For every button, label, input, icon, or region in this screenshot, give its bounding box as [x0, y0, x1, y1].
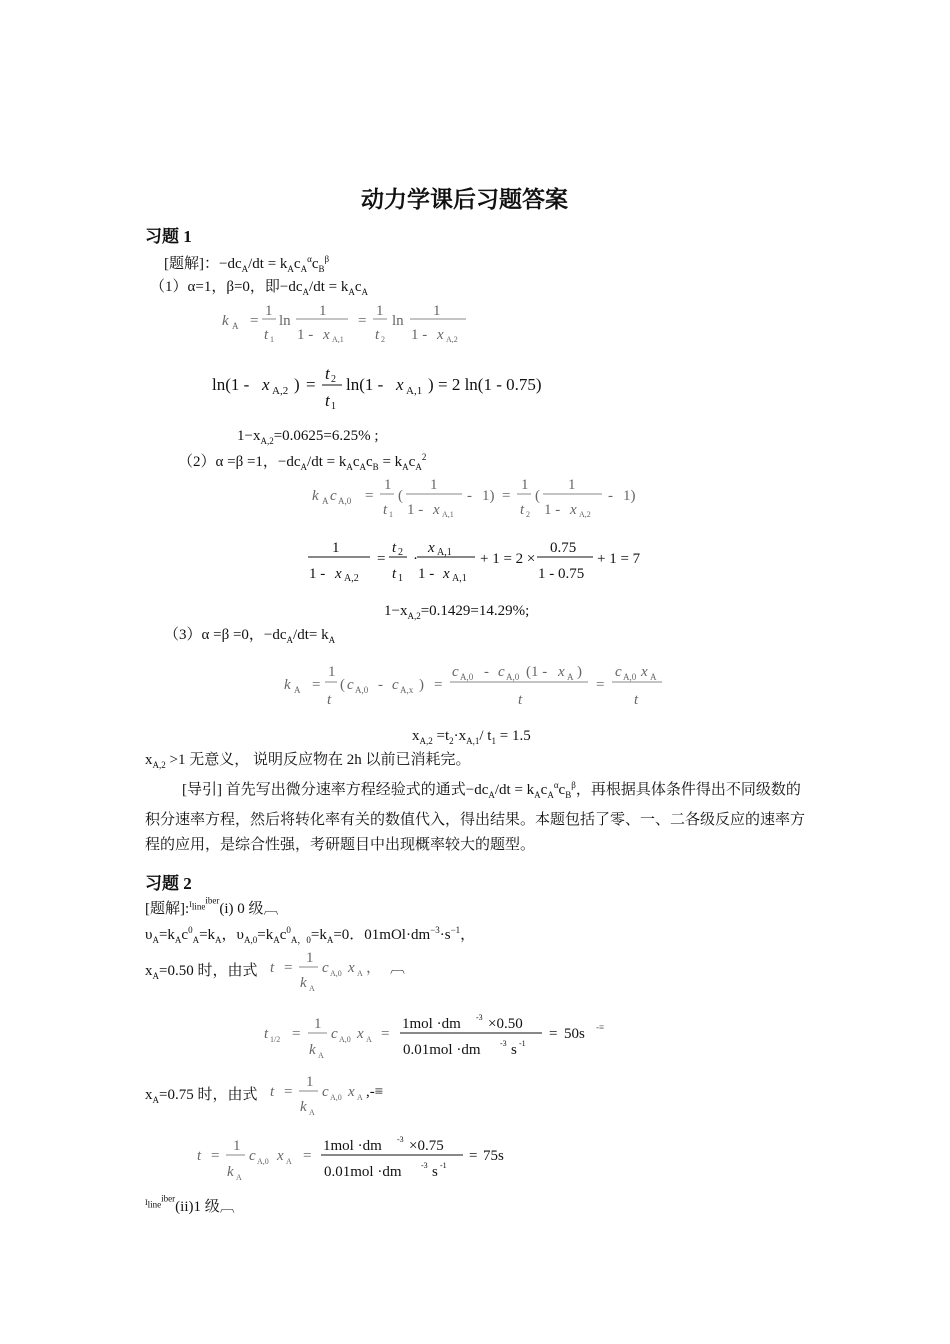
svg-text:k: k: [300, 1099, 307, 1115]
svg-text:1 -: 1 -: [309, 566, 326, 582]
svg-text:): ): [294, 375, 300, 394]
svg-text:A: A: [232, 321, 239, 331]
svg-text:ln(1 -: ln(1 -: [346, 375, 384, 394]
svg-text:A: A: [309, 984, 315, 993]
svg-text:A: A: [318, 1051, 324, 1060]
svg-text:A: A: [294, 685, 301, 695]
svg-text:1 -: 1 -: [418, 566, 435, 582]
svg-text:(1 -: (1 -: [526, 664, 548, 680]
ex2-case-050: [145, 962, 257, 982]
svg-text:x: x: [323, 327, 330, 343]
svg-text:1: 1: [430, 477, 438, 493]
svg-text:A,0: A,0: [460, 672, 474, 682]
svg-text:ln(1 -: ln(1 -: [212, 375, 250, 394]
svg-text:A,x: A,x: [400, 685, 414, 695]
svg-text:): ): [419, 677, 424, 693]
svg-text:t: t: [325, 364, 330, 383]
svg-text:=: =: [292, 1026, 301, 1042]
svg-text:1 -: 1 -: [297, 327, 314, 343]
svg-text:-: -: [608, 488, 613, 504]
svg-text:ln: ln: [392, 313, 404, 329]
svg-text:0.75: 0.75: [550, 540, 577, 556]
svg-text:t: t: [383, 502, 388, 518]
garbled-glyph: Ilineiber: [189, 895, 220, 912]
svg-text:=: =: [306, 375, 316, 394]
ex1-case1-label: （1）α=1，β=0，即$-dc_A/dt = k_Ac_A$: [150, 279, 368, 297]
exercise-2-heading: 习题 2: [145, 874, 192, 893]
svg-text:1: 1: [433, 303, 441, 319]
ex1-guide-paragraph: [导引] 首先写出微分速率方程经验式的通式$-dc_A/dt = k_Ac_A^\alpha c_B^\beta$，再根据具体条件得出不同级数的积分速率方程，然后将转化率有关的数值代入，得出结果。本题包括了零、一、二各级反应的速率方程的应用，是综合性强，考研题目中出现概率较大的题型。: [145, 780, 806, 853]
svg-text:=: =: [434, 677, 443, 693]
svg-text:1 -: 1 -: [544, 502, 561, 518]
svg-text:A,0: A,0: [623, 672, 637, 682]
svg-text:c: c: [249, 1148, 256, 1164]
ex2-case-075: [145, 1086, 257, 1106]
ex2-hint-line: [145, 895, 279, 918]
svg-text:，: ，: [366, 960, 382, 976]
svg-text:(: (: [535, 488, 540, 504]
svg-text:=: =: [284, 960, 293, 976]
svg-text:x: x: [277, 1148, 284, 1164]
svg-text:-3: -3: [500, 1039, 507, 1048]
garbled-glyph: Ilineiber: [145, 1193, 176, 1210]
svg-text:=: =: [549, 1026, 558, 1042]
svg-text:c: c: [322, 1084, 329, 1100]
svg-text:k: k: [309, 1042, 316, 1058]
svg-text:2: 2: [331, 374, 336, 385]
svg-text:=: =: [596, 677, 605, 693]
svg-text:0.01mol ·dm: 0.01mol ·dm: [324, 1164, 402, 1180]
svg-text:·: ·: [413, 551, 418, 567]
svg-text:-≡: -≡: [596, 1022, 605, 1032]
svg-text:A,2: A,2: [272, 385, 289, 397]
svg-text:1: 1: [398, 573, 403, 584]
svg-text:s: s: [432, 1164, 438, 1180]
svg-text:c: c: [322, 960, 329, 976]
svg-text:c: c: [330, 488, 337, 504]
svg-text:x: x: [428, 540, 435, 556]
svg-text:A,0: A,0: [330, 1093, 342, 1102]
svg-text:A: A: [357, 1093, 363, 1102]
svg-text:x: x: [357, 1026, 364, 1042]
svg-text:=: =: [312, 677, 321, 693]
svg-text:1: 1: [332, 540, 340, 556]
svg-text:×0.75: ×0.75: [409, 1138, 444, 1154]
svg-text:1): 1): [623, 488, 636, 504]
svg-text:A,1: A,1: [406, 385, 423, 397]
svg-text:t: t: [264, 327, 269, 343]
ex1-case2-result: $1-x_{A,2}=0.1429=14.29\%$;: [384, 603, 530, 621]
formula-ka-first-order: [220, 298, 480, 350]
svg-text:=: =: [381, 1026, 390, 1042]
ex1-case1-result: $1-x_{A,2}=0.0625=6.25\%$ ;: [237, 428, 379, 446]
svg-text:(: (: [340, 677, 345, 693]
svg-text:=: =: [469, 1148, 478, 1164]
svg-text:c: c: [347, 677, 354, 693]
svg-text:x: x: [348, 960, 355, 976]
svg-text:k: k: [227, 1164, 234, 1180]
svg-text:1: 1: [568, 477, 576, 493]
svg-text:=: =: [365, 488, 374, 504]
formula-t-inline-1: [268, 944, 418, 996]
t-075-value: 75s: [483, 1148, 504, 1164]
formula-t-075: [195, 1130, 535, 1186]
formula-second-order-result: [305, 530, 655, 590]
svg-text:1: 1: [319, 303, 327, 319]
svg-text:A,1: A,1: [437, 547, 452, 558]
svg-text:t: t: [375, 327, 380, 343]
svg-text:x: x: [262, 375, 270, 394]
svg-text:t: t: [327, 692, 332, 708]
svg-text:x: x: [558, 664, 565, 680]
ex1-case2-label: （2）α =β =1，$-dc_A/dt = k_Ac_Ac_B = k_Ac_A^2$: [178, 452, 427, 472]
ex2-part-ii-line: [145, 1193, 235, 1216]
svg-text:1: 1: [314, 1016, 322, 1032]
svg-text:t: t: [392, 540, 397, 556]
svg-text:-: -: [467, 488, 472, 504]
svg-text:A,2: A,2: [579, 510, 591, 519]
svg-text:1): 1): [482, 488, 495, 504]
ex1-hint-prefix: [题解]：: [164, 256, 219, 272]
svg-text:1 -: 1 -: [411, 327, 428, 343]
svg-text:1: 1: [389, 510, 393, 519]
svg-text:k: k: [300, 975, 307, 991]
formula-ln-ratio: [212, 360, 562, 416]
svg-text:2: 2: [381, 335, 385, 344]
svg-text:A: A: [366, 1035, 372, 1044]
svg-text:x: x: [348, 1084, 355, 1100]
svg-text:k: k: [312, 488, 319, 504]
svg-text:1: 1: [265, 303, 273, 319]
svg-text:×0.50: ×0.50: [488, 1016, 523, 1032]
svg-text:A: A: [236, 1173, 242, 1182]
svg-text:1mol ·dm: 1mol ·dm: [323, 1138, 382, 1154]
svg-text:c: c: [392, 677, 399, 693]
ex1-hint-eq: $-dc_A/dt = k_Ac_A^\alpha c_B^\beta$: [219, 254, 330, 274]
svg-text:A,0: A,0: [355, 685, 369, 695]
ex1-case3-label: （3）α =β =0，$-dc_A/dt= k_A$: [164, 627, 336, 645]
svg-text:t: t: [325, 391, 330, 410]
svg-text:1: 1: [233, 1138, 241, 1154]
svg-text:1: 1: [270, 335, 274, 344]
svg-text:x: x: [443, 566, 450, 582]
svg-text:t: t: [264, 1026, 269, 1042]
svg-text:-3: -3: [476, 1013, 483, 1022]
svg-text:=: =: [284, 1084, 293, 1100]
svg-text:c: c: [498, 664, 505, 680]
ex2-hint-label: [题解]:: [145, 901, 190, 917]
svg-text:x: x: [570, 502, 577, 518]
svg-text:A: A: [567, 672, 574, 682]
svg-text:ln: ln: [279, 313, 291, 329]
svg-text:A,0: A,0: [506, 672, 520, 682]
ex1-case3-xa: $x_{A,2} =t_2\cdot x_{A,1}/$ $t_1 = 1.5$: [412, 728, 531, 746]
svg-text:(: (: [398, 488, 403, 504]
svg-text:x: x: [437, 327, 444, 343]
svg-text:-1: -1: [519, 1039, 526, 1048]
svg-text:-1: -1: [440, 1161, 447, 1170]
svg-text:t: t: [520, 502, 525, 518]
svg-text:1mol ·dm: 1mol ·dm: [402, 1016, 461, 1032]
svg-text:-3: -3: [397, 1135, 404, 1144]
svg-text:t: t: [197, 1148, 202, 1164]
svg-text:+ 1 = 7: + 1 = 7: [597, 551, 641, 567]
svg-text:1: 1: [384, 477, 392, 493]
svg-text:,-≡: ,-≡: [366, 1084, 384, 1100]
svg-text:k: k: [222, 313, 229, 329]
svg-text:=: =: [377, 551, 386, 567]
svg-text:1: 1: [376, 303, 384, 319]
svg-text:A: A: [309, 1108, 315, 1117]
svg-text:x: x: [641, 664, 648, 680]
svg-text:1: 1: [521, 477, 529, 493]
page-title: 动力学课后习题答案: [361, 187, 568, 212]
svg-text:x: x: [396, 375, 404, 394]
svg-text:c: c: [331, 1026, 338, 1042]
svg-text:k: k: [284, 677, 291, 693]
svg-text:1: 1: [306, 1074, 314, 1090]
formula-half-life: [262, 1008, 642, 1064]
svg-text:A,0: A,0: [330, 969, 342, 978]
svg-text:t: t: [392, 566, 397, 582]
svg-text:): ): [577, 664, 582, 680]
svg-text:x: x: [335, 566, 342, 582]
svg-text:t: t: [634, 692, 639, 708]
svg-text:c: c: [452, 664, 459, 680]
svg-text:A,0: A,0: [338, 496, 352, 506]
svg-text:1/2: 1/2: [270, 1035, 281, 1044]
svg-text:A,0: A,0: [257, 1157, 269, 1166]
svg-text:A: A: [357, 969, 363, 978]
ex2-case-050-label: $x_A=0.50$ 时，由式: [145, 963, 258, 981]
svg-text:x: x: [433, 502, 440, 518]
svg-text:): ): [428, 375, 434, 394]
half-life-value: 50s: [564, 1026, 585, 1042]
exercise-1-heading: 习题 1: [145, 227, 192, 246]
svg-text:︹: ︹: [390, 960, 406, 976]
svg-text:A,1: A,1: [452, 573, 467, 584]
svg-text:1: 1: [306, 950, 314, 966]
svg-text:A,1: A,1: [442, 510, 454, 519]
svg-text:1 - 0.75: 1 - 0.75: [538, 566, 585, 582]
ex1-case3-note: $x_{A,2} >1$ 无意义， 说明反应物在 2h 以前已消耗完。: [145, 752, 471, 770]
svg-text:0.01mol ·dm: 0.01mol ·dm: [403, 1042, 481, 1058]
svg-text:A,1: A,1: [332, 335, 344, 344]
svg-text:A,2: A,2: [344, 573, 359, 584]
svg-text:+ 1 = 2 ×: + 1 = 2 ×: [480, 551, 536, 567]
ex2-part-ii: (ii)1 级: [175, 1199, 220, 1215]
svg-text:2: 2: [398, 547, 403, 558]
svg-text:=: =: [303, 1148, 312, 1164]
svg-text:c: c: [615, 664, 622, 680]
svg-text:=: =: [358, 313, 367, 329]
svg-text:-3: -3: [421, 1161, 428, 1170]
svg-text:1 -: 1 -: [407, 502, 424, 518]
svg-text:=: =: [502, 488, 511, 504]
svg-text:2: 2: [526, 510, 530, 519]
formula-zero-order: [282, 654, 682, 714]
svg-text:t: t: [270, 960, 275, 976]
svg-text:A: A: [650, 672, 657, 682]
svg-text:1: 1: [328, 664, 336, 680]
ex2-case-075-label: $x_A=0.75$ 时，由式: [145, 1087, 258, 1105]
ex2-rate-line: $\upsilon_A=k_Ac^0_A=k_A$，$\upsilon_{A,0}=k_Ac^0_{A,0}=k_A=0$．$01mOl\cdot dm^{-3}\cdot s^{-1}$，: [145, 925, 476, 945]
bracket-mark: ︹: [263, 901, 279, 917]
ex1-hint: [164, 254, 329, 275]
svg-text:=: =: [250, 313, 259, 329]
bracket-mark: ︹: [219, 1199, 235, 1215]
svg-text:A,0: A,0: [339, 1035, 351, 1044]
svg-text:1: 1: [331, 401, 336, 412]
ex2-part-i: (i) 0 级: [219, 901, 264, 917]
svg-text:t: t: [270, 1084, 275, 1100]
svg-text:=: =: [211, 1148, 220, 1164]
svg-text:= 2 ln(1 - 0.75): = 2 ln(1 - 0.75): [438, 375, 542, 394]
formula-t-inline-2: [268, 1068, 418, 1120]
svg-text:-: -: [484, 664, 489, 680]
svg-text:A: A: [322, 496, 329, 506]
svg-text:s: s: [511, 1042, 517, 1058]
svg-text:A,2: A,2: [446, 335, 458, 344]
formula-second-order: [310, 472, 650, 526]
svg-text:A: A: [286, 1157, 292, 1166]
svg-text:-: -: [378, 677, 383, 693]
svg-text:t: t: [518, 692, 523, 708]
